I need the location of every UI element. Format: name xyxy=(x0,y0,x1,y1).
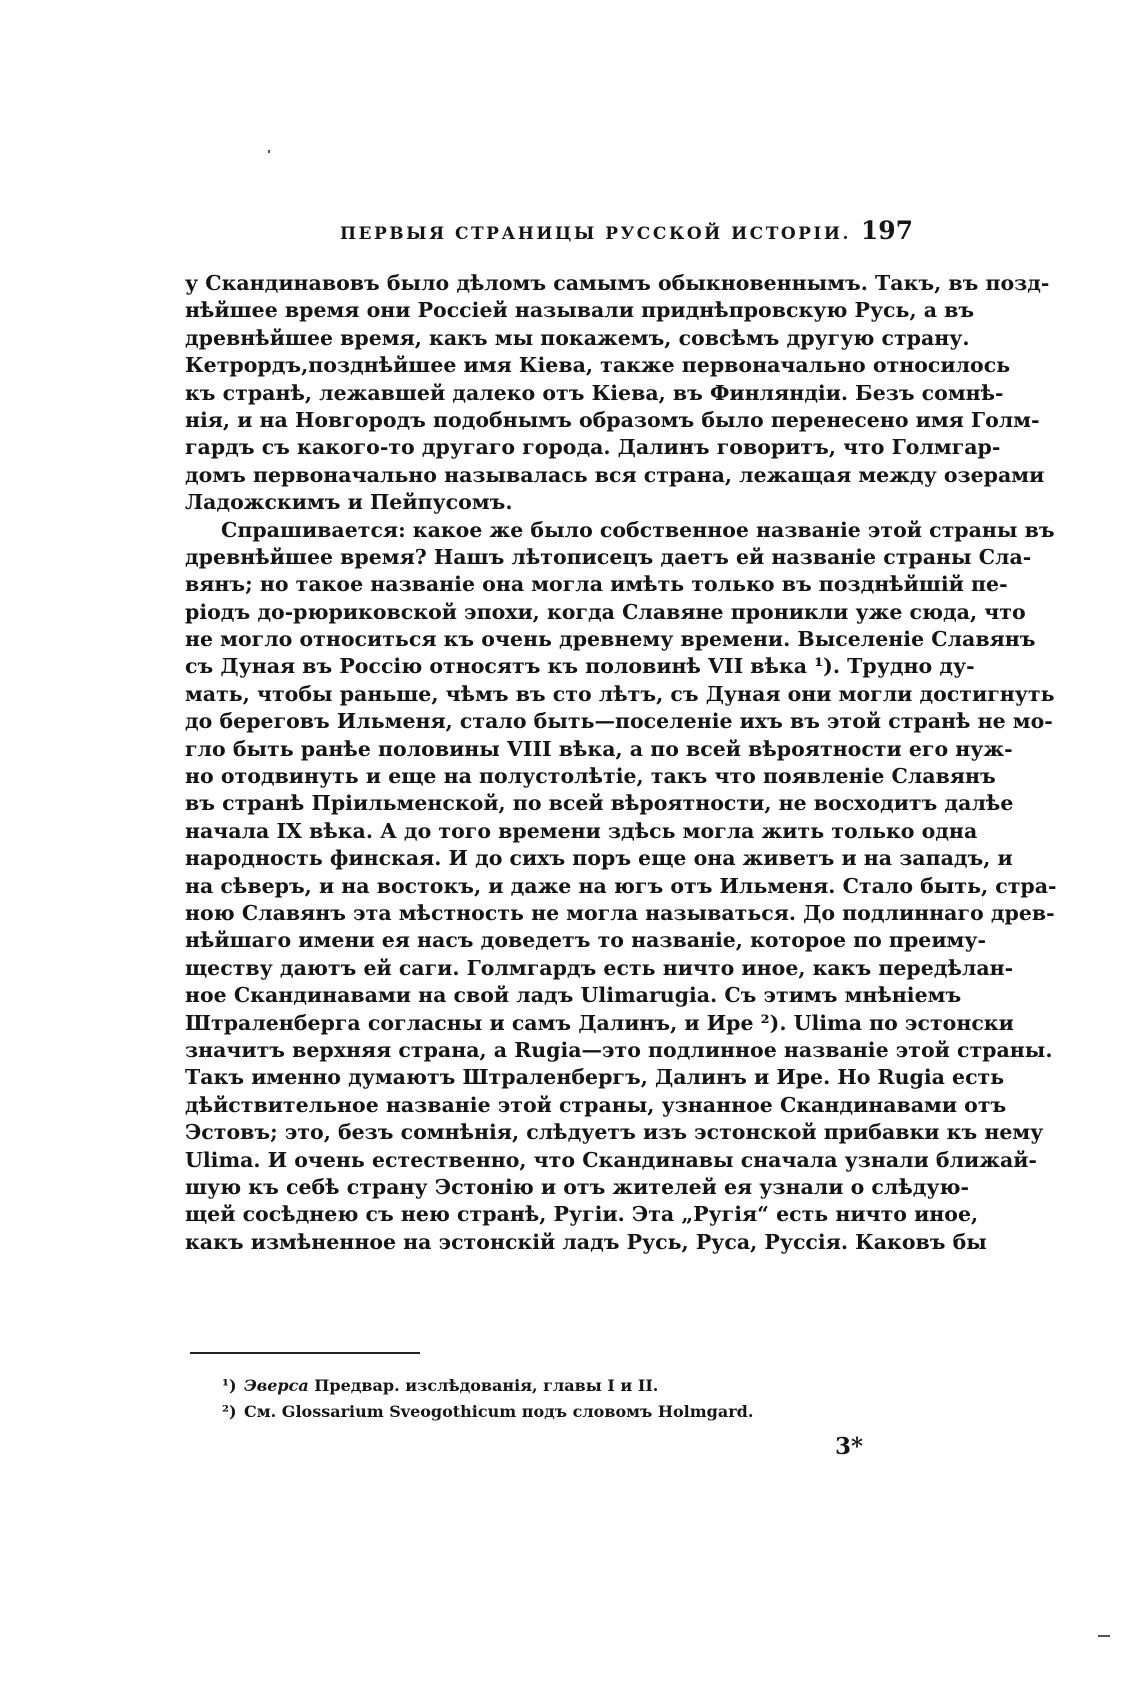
text-line: щей сосѣднею съ нею странѣ, Ругіи. Эта „Ругія“ есть ничто иное, xyxy=(185,1202,979,1227)
scan-speck xyxy=(268,150,270,153)
text-line: въ странѣ Пріильменской, по всей вѣроятности, не восходитъ далѣе xyxy=(185,791,1014,816)
text-line: вянъ; но такое названіе она могла имѣть только въ позднѣйшій пе- xyxy=(185,572,1008,597)
text-line: значитъ верхняя страна, а Rugia—это подлинное названіе этой страны. xyxy=(185,1037,1053,1062)
text-line: домъ первоначально называлась вся страна, лежащая между озерами xyxy=(185,462,1045,487)
text-line: нѣйшее время они Россіей называли приднѣпровскую Русь, а въ xyxy=(185,298,975,323)
text-line: гардъ съ какого-то другаго города. Далинъ говоритъ, что Голмгар- xyxy=(185,435,1001,460)
text-line: у Скандинавовъ было дѣломъ самымъ обыкновеннымъ. Такъ, въ позд- xyxy=(185,271,1050,295)
footnote-divider xyxy=(190,1352,420,1354)
footnote-text: См. Glossarium Sveogothicum подъ словомъ Holmgard. xyxy=(244,1402,754,1421)
scan-speck xyxy=(1098,1635,1110,1637)
text-line: Кетрордъ,позднѣйшее имя Кіева, также первоначально относилось xyxy=(185,353,1011,378)
text-line: ществу даютъ ей саги. Голмгардъ есть ничто иное, какъ передѣлан- xyxy=(185,955,1014,980)
text-line: но отодвинуть и еще на полустолѣтіе, такъ что появленіе Славянъ xyxy=(185,764,996,789)
text-line: ное Скандинавами на свой ладъ Ulimarugia. Съ этимъ мнѣніемъ xyxy=(185,983,962,1008)
text-line: шую къ себѣ страну Эстонію и отъ жителей ея узнали о слѣдую- xyxy=(185,1174,970,1199)
text-line: древнѣйшее время? Нашъ лѣтописецъ даетъ ей названіе страны Сла- xyxy=(185,544,1032,569)
footnote-marker: ²) xyxy=(222,1402,237,1421)
footnote-marker: ¹) xyxy=(222,1376,237,1395)
text-line: мать, чтобы раньше, чѣмъ въ сто лѣтъ, съ Дуная они могли достигнуть xyxy=(185,681,1055,706)
running-title: ПЕРВЫЯ СТРАНИЦЫ РУССКОЙ ИСТОРІИ. xyxy=(340,224,851,244)
signature-mark: 3* xyxy=(835,1433,864,1460)
text-line: къ странѣ, лежавшей далеко отъ Кіева, въ Финляндіи. Безъ сомнѣ- xyxy=(185,380,1004,405)
text-line: народность финская. И до сихъ поръ еще она живетъ и на западъ, и xyxy=(185,846,1013,871)
text-line: ріодъ до-рюриковской эпохи, когда Славяне проникли уже сюда, что xyxy=(185,599,1026,624)
text-line: нія, и на Новгородъ подобнымъ образомъ было перенесено имя Голм- xyxy=(185,407,1040,432)
text-line: до береговъ Ильменя, стало быть—поселеніе ихъ въ этой странѣ не мо- xyxy=(185,709,1053,734)
text-line: Такъ именно думаютъ Штраленбергъ, Далинъ и Ире. Но Rugia есть xyxy=(185,1065,1005,1090)
footnote xyxy=(222,1399,902,1425)
text-line: дѣйствительное названіе этой страны, узнанное Скандинавами отъ xyxy=(185,1092,1007,1117)
page-number: 197 xyxy=(860,216,913,245)
text-line: какъ измѣненное на эстонскій ладъ Русь, Руса, Руссія. Каковъ бы xyxy=(185,1229,987,1254)
body-text xyxy=(185,270,1057,1256)
text-line: древнѣйшее время, какъ мы покажемъ, совсѣмъ другую страну. xyxy=(185,325,970,350)
text-line: Ладожскимъ и Пейпусомъ. xyxy=(185,490,513,515)
text-line: съ Дуная въ Россію относятъ къ половинѣ VII вѣка ¹). Трудно ду- xyxy=(185,654,975,679)
text-line: Эстовъ; это, безъ сомнѣнія, слѣдуетъ изъ эстонской прибавки къ нему xyxy=(185,1120,1044,1145)
text-line: начала IX вѣка. А до того времени здѣсь могла жить только одна xyxy=(185,818,978,843)
text-line: ною Славянъ эта мѣстность не могла называться. До подлиннаго древ- xyxy=(185,900,1055,925)
text-line: Штраленберга согласны и самъ Далинъ, и Ире ²). Ulima по эстонски xyxy=(185,1010,1014,1035)
footnote xyxy=(222,1373,902,1399)
text-line: гло быть ранѣе половины VIII вѣка, а по всей вѣроятности его нуж- xyxy=(185,736,1013,761)
footnote-text: Предвар. изслѣдованія, главы I и II. xyxy=(308,1376,659,1395)
text-line: Ulima. И очень естественно, что Скандинавы сначала узнали ближай- xyxy=(185,1147,1037,1172)
text-line: не могло относиться къ очень древнему времени. Выселеніе Славянъ xyxy=(185,627,1036,652)
text-line: нѣйшаго имени ея насъ доведетъ то названіе, которое по преиму- xyxy=(185,928,986,953)
text-line: на сѣверъ, и на востокъ, и даже на югъ отъ Ильменя. Стало быть, стра- xyxy=(185,873,1057,898)
footnote-author: Эверса xyxy=(244,1376,309,1395)
text-line: Спрашивается: какое же было собственное названіе этой страны въ xyxy=(221,517,1055,542)
page-header xyxy=(185,216,913,256)
footnotes xyxy=(222,1373,902,1425)
